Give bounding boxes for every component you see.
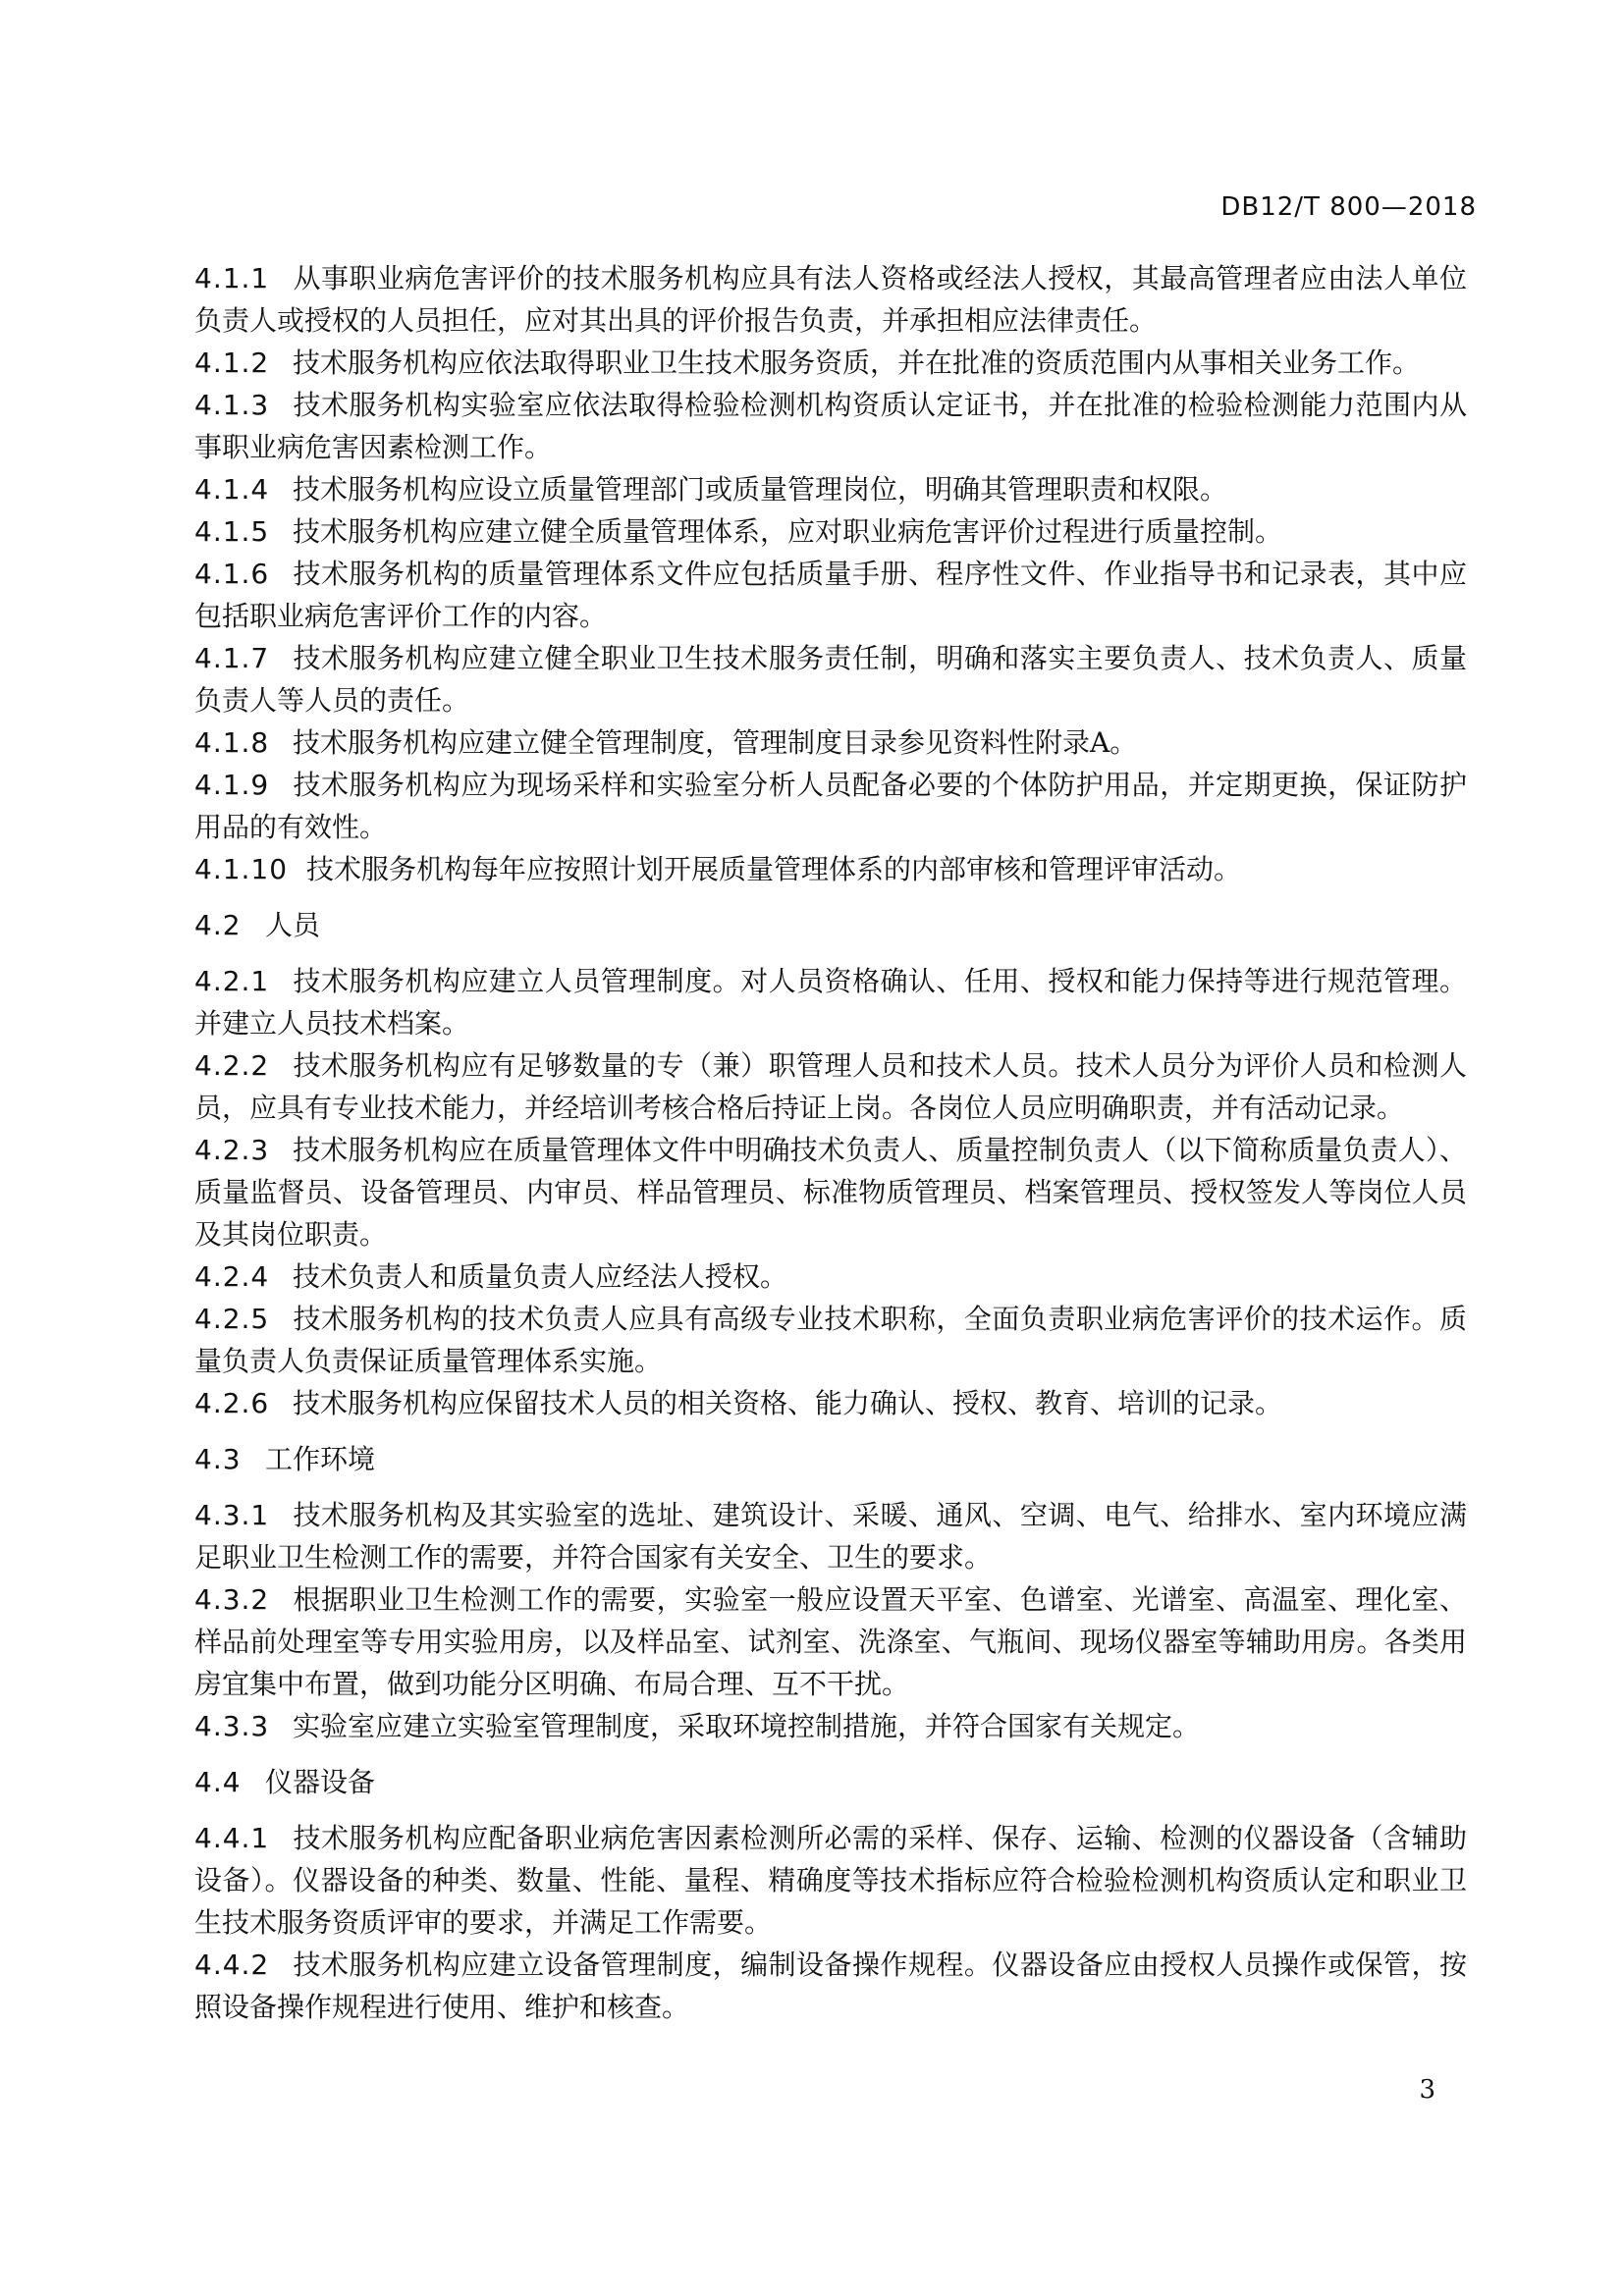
clause-number: 4.2.6 bbox=[194, 1387, 270, 1419]
clause-text: 技术服务机构实验室应依法取得检验检测机构资质认定证书，并在批准的检验检测能力范围内从事职业病危害因素检测工作。 bbox=[194, 389, 1467, 463]
clause-number: 4.1.7 bbox=[194, 642, 270, 674]
clause-text: 技术服务机构应在质量管理体文件中明确技术负责人、质量控制负责人（以下简称质量负责人）、质量监督员、设备管理员、内审员、样品管理员、标准物质管理员、档案管理员、授权签发人等岗位人员及其岗位职责。 bbox=[194, 1134, 1467, 1251]
clause-number: 4.4.1 bbox=[194, 1822, 270, 1854]
clause-text: 技术服务机构应配备职业病危害因素检测所必需的采样、保存、运输、检测的仪器设备（含辅助设备）。仪器设备的种类、数量、性能、量程、精确度等技术指标应符合检验检测机构资质认定和职业卫生技术服务资质评审的要求，并满足工作需要。 bbox=[194, 1822, 1467, 1939]
document-body bbox=[194, 257, 1467, 2028]
section-heading-4-2 bbox=[194, 904, 1467, 946]
clause-number: 4.1.6 bbox=[194, 558, 270, 590]
clause-4-3-3 bbox=[194, 1705, 1467, 1747]
section-title: 工作环境 bbox=[265, 1443, 376, 1475]
clause-text: 技术服务机构应为现场采样和实验室分析人员配备必要的个体防护用品，并定期更换，保证防护用品的有效性。 bbox=[194, 769, 1467, 843]
clause-text: 根据职业卫生检测工作的需要，实验室一般应设置天平室、色谱室、光谱室、高温室、理化室、样品前处理室等专用实验用房，以及样品室、试剂室、洗涤室、气瓶间、现场仪器室等辅助用房。各类用房宜集中布置，做到功能分区明确、布局合理、互不干扰。 bbox=[194, 1583, 1467, 1700]
clause-number: 4.2.1 bbox=[194, 965, 270, 997]
clause-text: 技术服务机构每年应按照计划开展质量管理体系的内部审核和管理评审活动。 bbox=[306, 853, 1242, 885]
section-title: 仪器设备 bbox=[265, 1766, 376, 1798]
clause-4-1-10 bbox=[194, 848, 1467, 890]
section-number: 4.4 bbox=[194, 1766, 242, 1798]
clause-4-3-2 bbox=[194, 1578, 1467, 1705]
clause-4-1-9 bbox=[194, 764, 1467, 848]
clause-text: 技术负责人和质量负责人应经法人授权。 bbox=[293, 1260, 788, 1293]
clause-4-2-4 bbox=[194, 1255, 1467, 1298]
clause-4-1-8 bbox=[194, 721, 1467, 764]
section-number: 4.2 bbox=[194, 909, 242, 941]
clause-text: 技术服务机构应建立健全职业卫生技术服务责任制，明确和落实主要负责人、技术负责人、质量负责人等人员的责任。 bbox=[194, 642, 1467, 717]
clause-number: 4.3.1 bbox=[194, 1499, 270, 1531]
clause-number: 4.1.10 bbox=[194, 853, 289, 885]
clause-text: 从事职业病危害评价的技术服务机构应具有法人资格或经法人授权，其最高管理者应由法人单位负责人或授权的人员担任，应对其出具的评价报告负责，并承担相应法律责任。 bbox=[194, 262, 1467, 337]
clause-4-2-3 bbox=[194, 1129, 1467, 1255]
clause-4-1-3 bbox=[194, 384, 1467, 468]
clause-4-2-5 bbox=[194, 1298, 1467, 1382]
page-number: 3 bbox=[1419, 2075, 1435, 2105]
clause-4-2-6 bbox=[194, 1382, 1467, 1424]
clause-text: 技术服务机构及其实验室的选址、建筑设计、采暖、通风、空调、电气、给排水、室内环境应满足职业卫生检测工作的需要，并符合国家有关安全、卫生的要求。 bbox=[194, 1499, 1467, 1574]
clause-text: 实验室应建立实验室管理制度，采取环境控制措施，并符合国家有关规定。 bbox=[293, 1710, 1201, 1742]
clause-text: 技术服务机构的质量管理体系文件应包括质量手册、程序性文件、作业指导书和记录表，其中应包括职业病危害评价工作的内容。 bbox=[194, 558, 1467, 632]
clause-4-2-1 bbox=[194, 960, 1467, 1044]
clause-4-1-1 bbox=[194, 257, 1467, 342]
clause-number: 4.1.3 bbox=[194, 389, 270, 421]
clause-4-3-1 bbox=[194, 1494, 1467, 1578]
clause-text: 技术服务机构应建立健全管理制度，管理制度目录参见资料性附录A。 bbox=[293, 726, 1138, 759]
clause-text: 技术服务机构的技术负责人应具有高级专业技术职称，全面负责职业病危害评价的技术运作。质量负责人负责保证质量管理体系实施。 bbox=[194, 1303, 1467, 1377]
clause-number: 4.2.2 bbox=[194, 1049, 270, 1082]
clause-4-4-1 bbox=[194, 1817, 1467, 1944]
section-number: 4.3 bbox=[194, 1443, 242, 1475]
clause-text: 技术服务机构应依法取得职业卫生技术服务资质，并在批准的资质范围内从事相关业务工作。 bbox=[293, 347, 1421, 379]
document-code: DB12/T 800—2018 bbox=[1220, 192, 1477, 222]
clause-number: 4.2.3 bbox=[194, 1134, 270, 1166]
clause-number: 4.1.1 bbox=[194, 262, 270, 294]
clause-4-1-6 bbox=[194, 553, 1467, 637]
clause-text: 技术服务机构应设立质量管理部门或质量管理岗位，明确其管理职责和权限。 bbox=[293, 473, 1228, 506]
clause-text: 技术服务机构应有足够数量的专（兼）职管理人员和技术人员。技术人员分为评价人员和检测人员，应具有专业技术能力，并经培训考核合格后持证上岗。各岗位人员应明确职责，并有活动记录。 bbox=[194, 1049, 1467, 1124]
clause-text: 技术服务机构应建立健全质量管理体系，应对职业病危害评价过程进行质量控制。 bbox=[293, 515, 1283, 548]
clause-number: 4.1.8 bbox=[194, 726, 270, 759]
clause-4-1-2 bbox=[194, 342, 1467, 384]
clause-4-1-7 bbox=[194, 637, 1467, 721]
clause-number: 4.2.5 bbox=[194, 1303, 270, 1335]
clause-number: 4.1.5 bbox=[194, 515, 270, 548]
section-heading-4-4 bbox=[194, 1761, 1467, 1803]
clause-4-1-4 bbox=[194, 468, 1467, 510]
clause-text: 技术服务机构应建立设备管理制度，编制设备操作规程。仪器设备应由授权人员操作或保管，按照设备操作规程进行使用、维护和核查。 bbox=[194, 1949, 1467, 2023]
section-heading-4-3 bbox=[194, 1438, 1467, 1480]
clause-number: 4.4.2 bbox=[194, 1949, 270, 1981]
clause-number: 4.1.9 bbox=[194, 769, 270, 801]
clause-number: 4.3.2 bbox=[194, 1583, 270, 1616]
clause-4-1-5 bbox=[194, 510, 1467, 553]
clause-number: 4.1.4 bbox=[194, 473, 270, 506]
section-title: 人员 bbox=[265, 909, 321, 941]
clause-number: 4.1.2 bbox=[194, 347, 270, 379]
clause-4-4-2 bbox=[194, 1944, 1467, 2028]
clause-text: 技术服务机构应保留技术人员的相关资格、能力确认、授权、教育、培训的记录。 bbox=[293, 1387, 1283, 1419]
clause-text: 技术服务机构应建立人员管理制度。对人员资格确认、任用、授权和能力保持等进行规范管理。并建立人员技术档案。 bbox=[194, 965, 1467, 1040]
clause-number: 4.2.4 bbox=[194, 1260, 270, 1293]
clause-4-2-2 bbox=[194, 1044, 1467, 1129]
clause-number: 4.3.3 bbox=[194, 1710, 270, 1742]
